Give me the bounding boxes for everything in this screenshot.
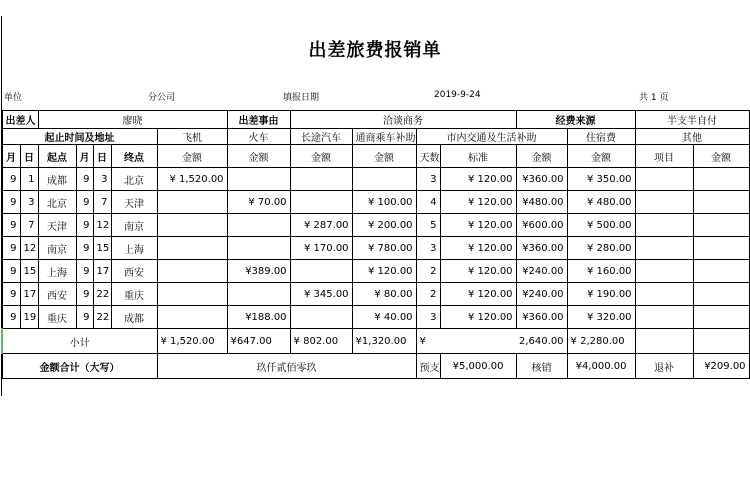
commute-amount[interactable]: ¥ 80.00 <box>352 283 416 306</box>
start-month[interactable]: 9 <box>2 168 20 191</box>
month-header: 月 <box>76 145 93 168</box>
other-item[interactable] <box>635 237 693 260</box>
fund-value[interactable]: 半支半自付 <box>635 111 749 129</box>
other-header: 其他 <box>635 129 749 145</box>
table-row <box>2 168 749 191</box>
fund-label: 经费来源 <box>516 111 635 129</box>
commute-amount[interactable]: ¥ 40.00 <box>352 306 416 329</box>
commute-header: 通商乘车补助 <box>352 129 416 145</box>
commute-amount[interactable]: ¥ 200.00 <box>352 214 416 237</box>
refund-label: 退补 <box>635 354 693 379</box>
total-row <box>2 354 749 379</box>
allowance-standard[interactable]: ¥ 120.00 <box>440 260 516 283</box>
reason-label: 出差事由 <box>227 111 290 129</box>
start-day[interactable]: 3 <box>20 191 38 214</box>
unit-label: 单位 <box>4 93 23 103</box>
start-day[interactable]: 12 <box>20 237 38 260</box>
plane-amount[interactable] <box>157 283 227 306</box>
other-amount[interactable] <box>693 214 749 237</box>
allowance-standard[interactable]: ¥ 120.00 <box>440 214 516 237</box>
to-header: 终点 <box>111 145 157 168</box>
commute-amount[interactable]: ¥ 100.00 <box>352 191 416 214</box>
subtotal-lodging[interactable]: ¥ 2,280.00 <box>567 329 635 354</box>
plane-header: 飞机 <box>157 129 227 145</box>
period-header: 起止时间及地址 <box>2 129 157 145</box>
end-month[interactable]: 9 <box>76 191 93 214</box>
allowance-amount[interactable]: ¥360.00 <box>516 237 567 260</box>
end-day[interactable]: 3 <box>93 168 111 191</box>
bus-amount-header: 金额 <box>290 145 352 168</box>
day-header: 日 <box>20 145 38 168</box>
start-month[interactable]: 9 <box>2 283 20 306</box>
end-month[interactable]: 9 <box>76 168 93 191</box>
start-day[interactable]: 17 <box>20 283 38 306</box>
expense-table <box>1 110 750 379</box>
allowance-amount[interactable]: ¥240.00 <box>516 260 567 283</box>
commute-amount[interactable]: ¥ 120.00 <box>352 260 416 283</box>
allowance-standard[interactable]: ¥ 120.00 <box>440 306 516 329</box>
plane-amount[interactable] <box>157 306 227 329</box>
other-item-header: 项目 <box>635 145 693 168</box>
subtotal-bus[interactable]: ¥ 802.00 <box>290 329 352 354</box>
allowance-amount[interactable]: ¥480.00 <box>516 191 567 214</box>
commute-amount[interactable]: ¥ 780.00 <box>352 237 416 260</box>
commute-amount[interactable] <box>352 168 416 191</box>
from-city[interactable]: 重庆 <box>38 306 76 329</box>
train-header: 火车 <box>227 129 290 145</box>
total-words[interactable]: 玖仟贰佰零玖 <box>157 354 416 379</box>
page-count: 共 1 页 <box>639 93 669 103</box>
bus-amount[interactable] <box>290 260 352 283</box>
to-city[interactable]: 西安 <box>111 260 157 283</box>
allowance-amount[interactable]: ¥600.00 <box>516 214 567 237</box>
table-row <box>2 260 749 283</box>
traveler-value[interactable]: 廖晓 <box>38 111 227 129</box>
column-subheader-row <box>2 145 749 168</box>
table-row <box>2 237 749 260</box>
to-city[interactable]: 北京 <box>111 168 157 191</box>
allowance-standard[interactable]: ¥ 120.00 <box>440 168 516 191</box>
advance-value[interactable]: ¥5,000.00 <box>440 354 516 379</box>
plane-amount[interactable] <box>157 191 227 214</box>
train-amount[interactable] <box>227 283 290 306</box>
lodging-amount[interactable]: ¥ 480.00 <box>567 191 635 214</box>
other-item[interactable] <box>635 283 693 306</box>
start-month[interactable]: 9 <box>2 214 20 237</box>
train-amount[interactable] <box>227 168 290 191</box>
start-month[interactable]: 9 <box>2 191 20 214</box>
table-row <box>2 283 749 306</box>
start-day[interactable]: 19 <box>20 306 38 329</box>
start-day[interactable]: 15 <box>20 260 38 283</box>
verify-label: 核销 <box>516 354 567 379</box>
refund-value[interactable]: ¥209.00 <box>693 354 749 379</box>
total-label: 金额合计（大写） <box>2 354 157 379</box>
train-amount[interactable] <box>227 237 290 260</box>
lodging-amount-header: 金额 <box>567 145 635 168</box>
subtotal-row <box>2 329 749 354</box>
allowance-amount[interactable]: ¥360.00 <box>516 168 567 191</box>
other-amount[interactable] <box>693 283 749 306</box>
end-day[interactable]: 22 <box>93 283 111 306</box>
allowance-days[interactable]: 2 <box>416 283 440 306</box>
end-day[interactable]: 22 <box>93 306 111 329</box>
subtotal-commute[interactable]: ¥1,320.00 <box>352 329 416 354</box>
allowance-standard[interactable]: ¥ 120.00 <box>440 237 516 260</box>
table-row <box>2 214 749 237</box>
allowance-amount[interactable]: ¥240.00 <box>516 283 567 306</box>
commute-amount-header: 金额 <box>352 145 416 168</box>
other-amount[interactable] <box>693 237 749 260</box>
allowance-header: 市内交通及生活补助 <box>416 129 567 145</box>
allowance-days[interactable]: 4 <box>416 191 440 214</box>
bus-amount[interactable] <box>290 306 352 329</box>
subtotal-allowance-symbol: ¥ <box>419 335 426 347</box>
lodging-amount[interactable]: ¥ 350.00 <box>567 168 635 191</box>
other-item[interactable] <box>635 306 693 329</box>
allowance-standard[interactable]: ¥ 120.00 <box>440 191 516 214</box>
other-amount[interactable] <box>693 191 749 214</box>
plane-amount[interactable] <box>157 260 227 283</box>
fill-date-value[interactable]: 2019-9-24 <box>434 90 481 100</box>
allowance-standard[interactable]: ¥ 120.00 <box>440 283 516 306</box>
end-month[interactable]: 9 <box>76 306 93 329</box>
train-amount[interactable]: ¥ 70.00 <box>227 191 290 214</box>
lodging-amount[interactable]: ¥ 190.00 <box>567 283 635 306</box>
other-item[interactable] <box>635 168 693 191</box>
verify-value[interactable]: ¥4,000.00 <box>567 354 635 379</box>
other-item[interactable] <box>635 260 693 283</box>
end-day[interactable]: 15 <box>93 237 111 260</box>
subtotal-other-item[interactable] <box>635 329 693 354</box>
unit-value[interactable]: 分公司 <box>148 93 176 103</box>
end-day[interactable]: 17 <box>93 260 111 283</box>
subtotal-label: 小计 <box>2 329 157 354</box>
allowance-days[interactable]: 3 <box>416 306 440 329</box>
train-amount[interactable]: ¥389.00 <box>227 260 290 283</box>
start-month[interactable]: 9 <box>2 237 20 260</box>
form-title: 出差旅费报销单 <box>308 40 442 61</box>
column-group-row <box>2 129 749 145</box>
from-header: 起点 <box>38 145 76 168</box>
to-city[interactable]: 重庆 <box>111 283 157 306</box>
to-city[interactable]: 上海 <box>111 237 157 260</box>
advance-label: 预支 <box>416 354 440 379</box>
allowance-days[interactable]: 3 <box>416 237 440 260</box>
table-row <box>2 306 749 329</box>
subtotal-plane[interactable]: ¥ 1,520.00 <box>157 329 227 354</box>
subtotal-other-amount[interactable] <box>693 329 749 354</box>
bus-amount[interactable]: ¥ 345.00 <box>290 283 352 306</box>
end-month[interactable]: 9 <box>76 237 93 260</box>
end-month[interactable]: 9 <box>76 283 93 306</box>
subtotal-train[interactable]: ¥647.00 <box>227 329 290 354</box>
end-month[interactable]: 9 <box>76 260 93 283</box>
bus-header: 长途汽车 <box>290 129 352 145</box>
other-item[interactable] <box>635 191 693 214</box>
start-month[interactable]: 9 <box>2 260 20 283</box>
other-amount[interactable] <box>693 260 749 283</box>
allowance-days[interactable]: 3 <box>416 168 440 191</box>
other-item[interactable] <box>635 214 693 237</box>
month-header: 月 <box>2 145 20 168</box>
table-row <box>2 191 749 214</box>
start-month[interactable]: 9 <box>2 306 20 329</box>
plane-amount-header: 金额 <box>157 145 227 168</box>
end-day[interactable]: 12 <box>93 214 111 237</box>
days-header: 天数 <box>416 145 440 168</box>
lodging-amount[interactable]: ¥ 280.00 <box>567 237 635 260</box>
train-amount[interactable] <box>227 214 290 237</box>
day-header: 日 <box>93 145 111 168</box>
allowance-amount-header: 金额 <box>516 145 567 168</box>
plane-amount[interactable]: ¥ 1,520.00 <box>157 168 227 191</box>
other-amount[interactable] <box>693 306 749 329</box>
plane-amount[interactable] <box>157 237 227 260</box>
from-city[interactable]: 南京 <box>38 237 76 260</box>
plane-amount[interactable] <box>157 214 227 237</box>
from-city[interactable]: 北京 <box>38 191 76 214</box>
start-day[interactable]: 7 <box>20 214 38 237</box>
bus-amount[interactable]: ¥ 170.00 <box>290 237 352 260</box>
standard-header: 标准 <box>440 145 516 168</box>
from-city[interactable]: 西安 <box>38 283 76 306</box>
other-amount-header: 金额 <box>693 145 749 168</box>
bus-amount[interactable]: ¥ 287.00 <box>290 214 352 237</box>
subtotal-allowance[interactable] <box>416 329 567 354</box>
from-city[interactable]: 上海 <box>38 260 76 283</box>
reason-value[interactable]: 洽谈商务 <box>290 111 516 129</box>
end-month[interactable]: 9 <box>76 214 93 237</box>
to-city[interactable]: 成都 <box>111 306 157 329</box>
from-city[interactable]: 成都 <box>38 168 76 191</box>
lodging-amount[interactable]: ¥ 160.00 <box>567 260 635 283</box>
train-amount-header: 金额 <box>227 145 290 168</box>
lodging-amount[interactable]: ¥ 320.00 <box>567 306 635 329</box>
traveler-label: 出差人 <box>2 111 38 129</box>
from-city[interactable]: 天津 <box>38 214 76 237</box>
start-day[interactable]: 1 <box>20 168 38 191</box>
lodging-amount[interactable]: ¥ 500.00 <box>567 214 635 237</box>
fill-date-label: 填报日期 <box>283 93 320 103</box>
end-day[interactable]: 7 <box>93 191 111 214</box>
other-amount[interactable] <box>693 168 749 191</box>
subtotal-allowance-value: 2,640.00 <box>519 335 564 347</box>
allowance-days[interactable]: 2 <box>416 260 440 283</box>
allowance-days[interactable]: 5 <box>416 214 440 237</box>
lodging-header: 住宿费 <box>567 129 635 145</box>
header-row <box>2 111 749 129</box>
allowance-amount[interactable]: ¥360.00 <box>516 306 567 329</box>
bus-amount[interactable] <box>290 168 352 191</box>
to-city[interactable]: 天津 <box>111 191 157 214</box>
bus-amount[interactable] <box>290 191 352 214</box>
to-city[interactable]: 南京 <box>111 214 157 237</box>
train-amount[interactable]: ¥188.00 <box>227 306 290 329</box>
